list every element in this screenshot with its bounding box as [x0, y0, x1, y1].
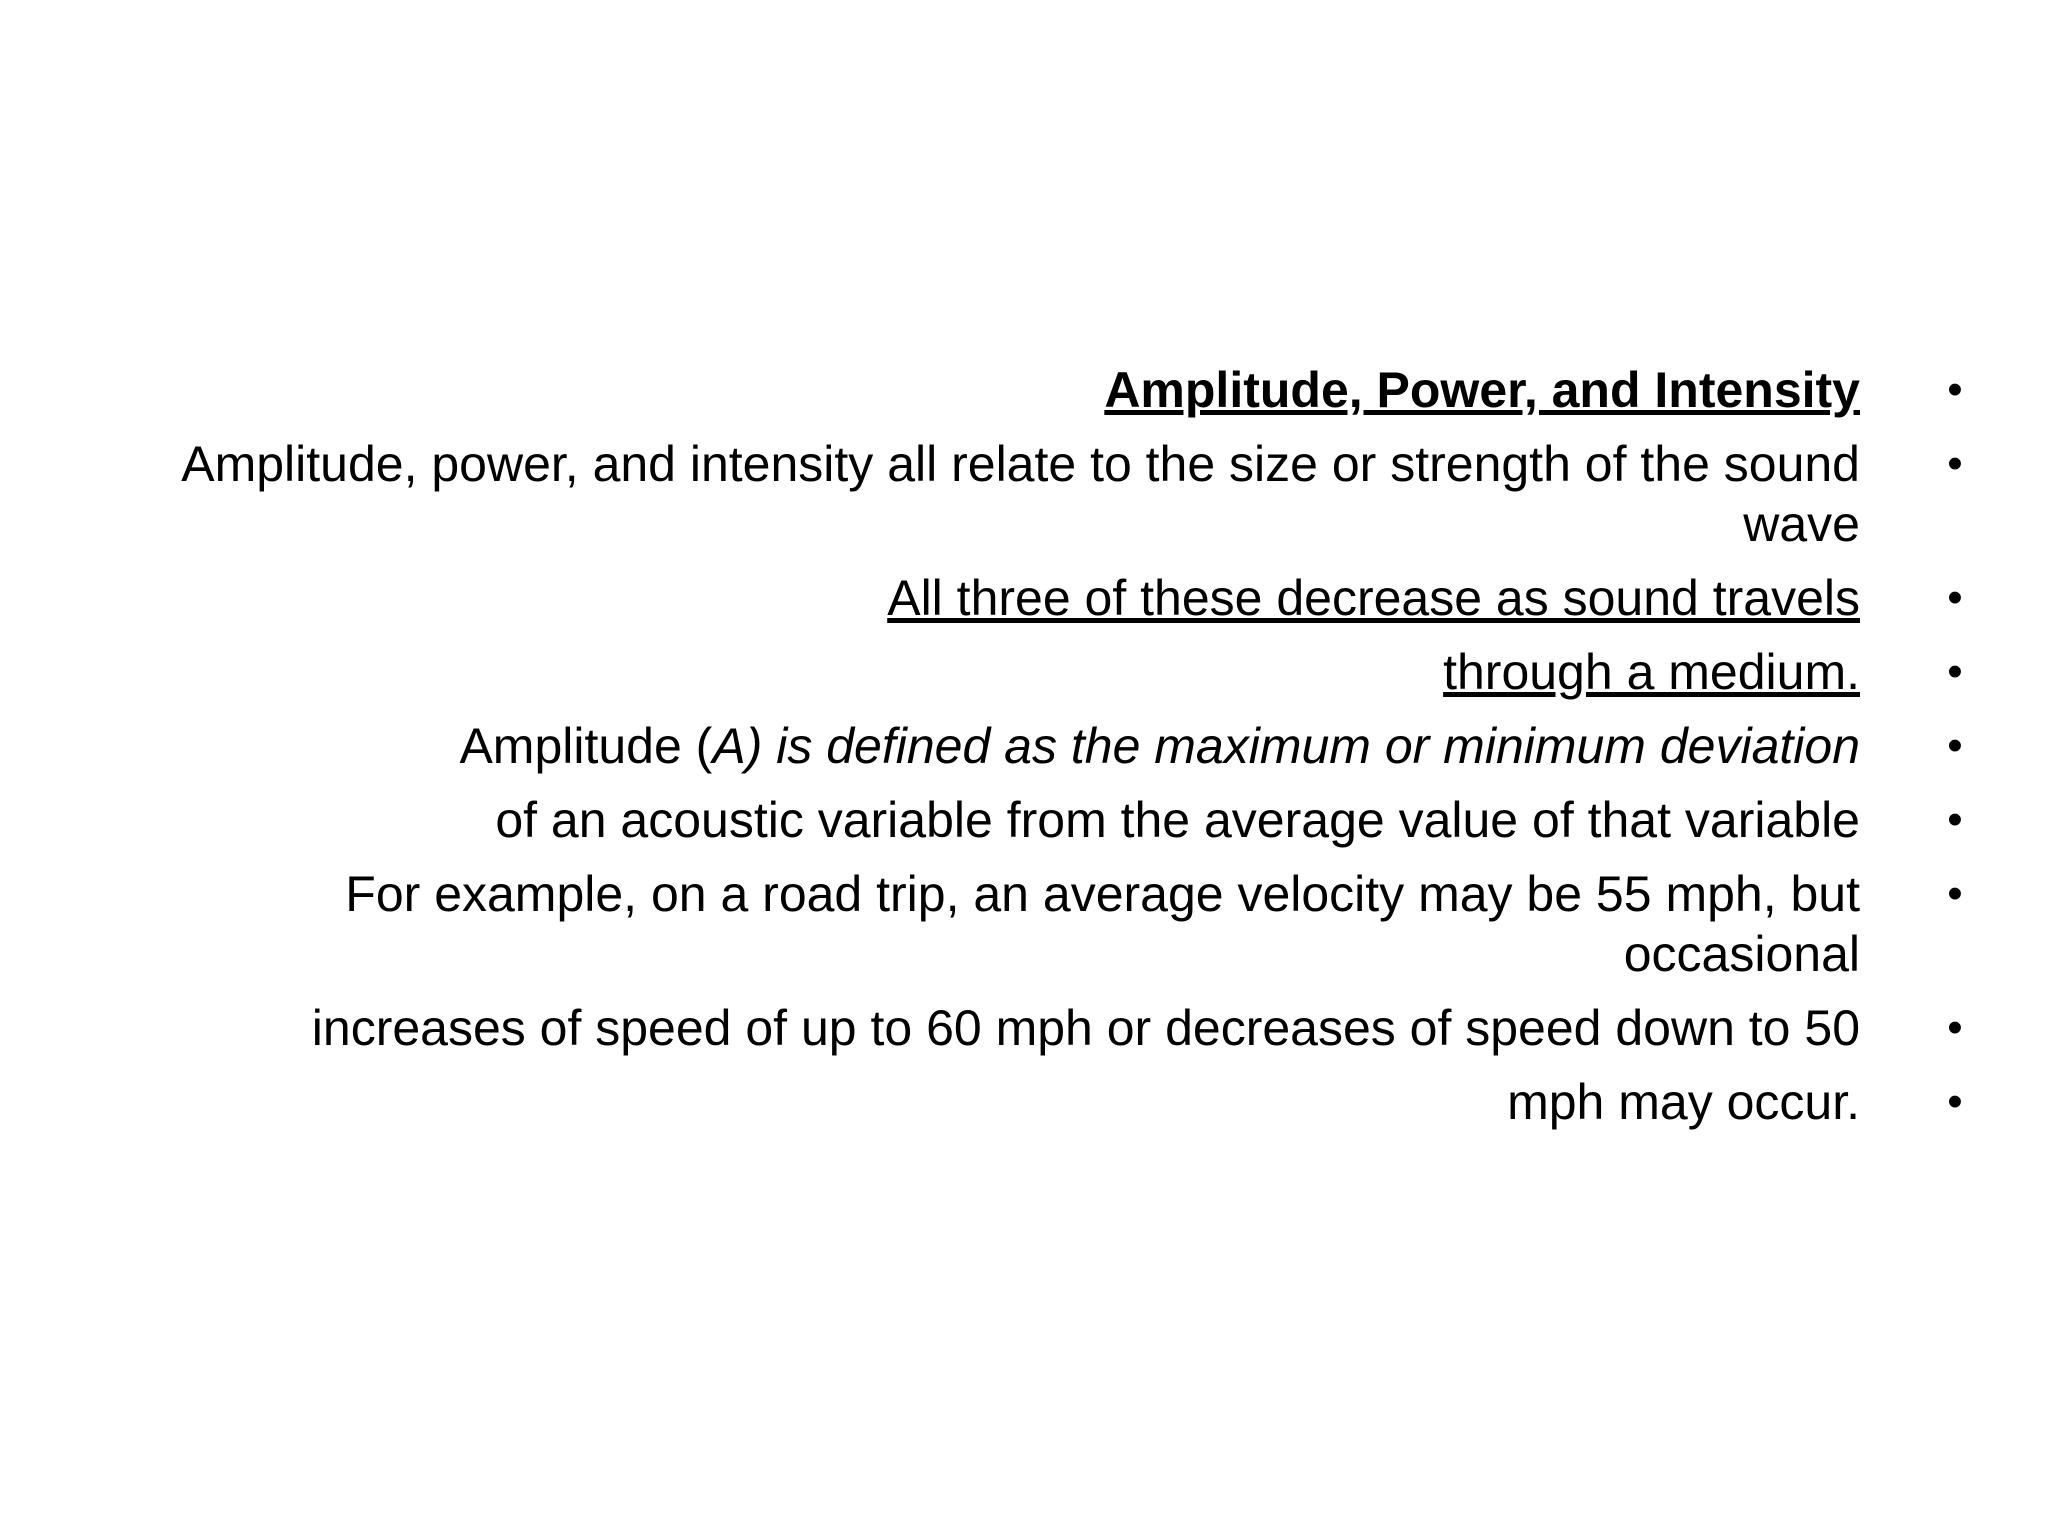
- bullet-item: [140, 864, 1990, 984]
- bullet-icon: •: [1947, 721, 1963, 770]
- bullet-item: [140, 716, 1990, 776]
- bullet-item: [140, 642, 1990, 702]
- bullet-text: For example, on a road trip, an average velocity may be 55 mph, but occasional: [345, 866, 1860, 982]
- bullet-text: Amplitude, power, and intensity all relate to the size or strength of the sound wave: [181, 436, 1860, 552]
- bullet-text: All three of these decrease as sound travels: [887, 570, 1860, 626]
- bullet-icon: •: [1947, 439, 1963, 488]
- bullet-icon: •: [1947, 573, 1963, 622]
- bullet-text: mph may occur.: [1507, 1074, 1860, 1130]
- bullet-item: [140, 1072, 1990, 1132]
- bullet-item: [140, 568, 1990, 628]
- bullet-text: through a medium.: [1443, 644, 1860, 700]
- bullet-item: [140, 790, 1990, 850]
- bullet-text-italic: A) is defined as the maximum or minimum deviation: [712, 718, 1860, 774]
- slide-title: Amplitude, Power, and Intensity: [1104, 362, 1860, 418]
- bullet-icon: •: [1947, 869, 1963, 918]
- bullet-list: [140, 360, 1990, 1146]
- bullet-item: [140, 998, 1990, 1058]
- bullet-icon: •: [1947, 1077, 1963, 1126]
- bullet-item: [140, 434, 1990, 554]
- bullet-text: [170, 716, 1860, 776]
- bullet-icon: •: [1947, 365, 1963, 414]
- bullet-item-title: [140, 360, 1990, 420]
- bullet-icon: •: [1947, 647, 1963, 696]
- bullet-text-prefix: Amplitude (: [459, 718, 713, 774]
- bullet-text: of an acoustic variable from the average value of that variable: [495, 792, 1860, 848]
- bullet-icon: •: [1947, 1003, 1963, 1052]
- bullet-text: increases of speed of up to 60 mph or decreases of speed down to 50: [311, 1000, 1860, 1056]
- bullet-icon: •: [1947, 795, 1963, 844]
